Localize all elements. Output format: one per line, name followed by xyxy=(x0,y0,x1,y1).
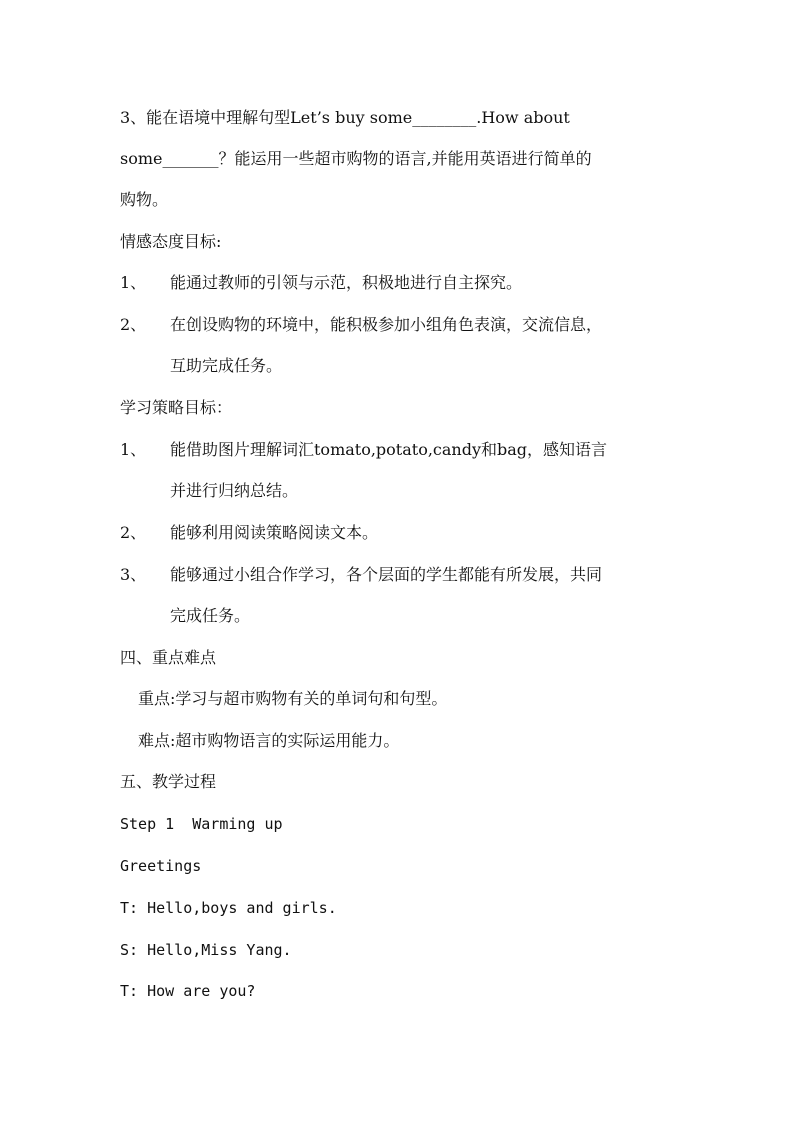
strategy-item-1-text-cont: 并进行归纳总结。 xyxy=(170,481,299,500)
strategy-item-3-text-cont: 完成任务。 xyxy=(170,606,251,625)
affective-item-1-number: 1、 xyxy=(120,273,147,292)
strategy-item-2-text: 能够利用阅读策略阅读文本。 xyxy=(170,523,379,542)
affective-item-1-text: 能通过教师的引领与示范，积极地进行自主探究。 xyxy=(170,273,523,292)
strategy-item-2-number: 2、 xyxy=(120,523,147,542)
strategy-item-3-text: 能够通过小组合作学习，各个层面的学生都能有所发展，共同 xyxy=(170,565,603,584)
affective-heading: 情感态度目标: xyxy=(120,232,222,251)
step-1-title: Step 1 Warming up xyxy=(120,815,283,833)
process-heading: 五、教学过程 xyxy=(120,772,217,791)
strategy-item-1-number: 1、 xyxy=(120,440,147,459)
dialogue-line-2: S: Hello,Miss Yang. xyxy=(120,941,292,959)
key-points-heading: 四、重点难点 xyxy=(120,648,217,667)
dialogue-line-1: T: Hello,boys and girls. xyxy=(120,899,337,917)
strategy-heading: 学习策略目标： xyxy=(120,398,233,417)
objective-3-line-3: 购物。 xyxy=(120,190,169,209)
affective-item-2-text: 在创设购物的环境中，能积极参加小组角色表演，交流信息， xyxy=(170,315,603,334)
affective-item-2-text-cont: 互助完成任务。 xyxy=(170,356,283,375)
objective-3-line-2: some_______？能运用一些超市购物的语言,并能用英语进行简单的 xyxy=(120,149,592,168)
strategy-item-1-text: 能借助图片理解词汇tomato,potato,candy和bag，感知语言 xyxy=(170,440,608,459)
dialogue-line-3: T: How are you? xyxy=(120,982,256,1000)
affective-item-2-number: 2、 xyxy=(120,315,147,334)
difficult-point: 难点:超市购物语言的实际运用能力。 xyxy=(138,731,400,750)
strategy-item-3-number: 3、 xyxy=(120,565,147,584)
greetings-label: Greetings xyxy=(120,857,202,875)
objective-3-line-1: 3、能在语境中理解句型Let’s buy some________.How about xyxy=(120,108,570,127)
key-point: 重点:学习与超市购物有关的单词句和句型。 xyxy=(138,689,448,708)
